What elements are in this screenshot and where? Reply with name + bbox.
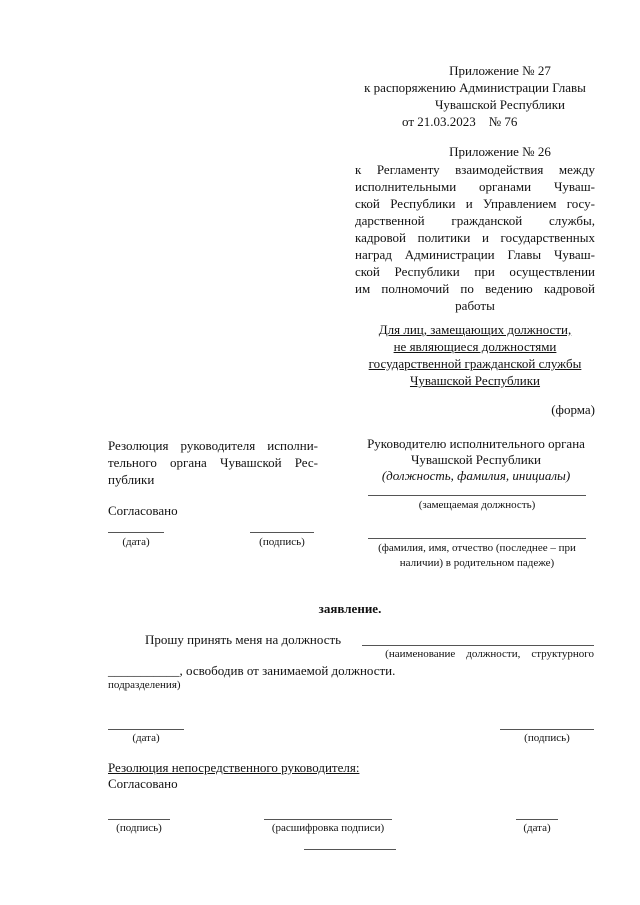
appendix-26-line: к Регламенту взаимодействия между [355, 162, 595, 177]
direct-signature-caption: (подпись) [116, 822, 162, 834]
statement-signature-line [500, 729, 594, 730]
appendix-26-line: наград Администрации Главы Чуваш- [355, 247, 595, 262]
appendix-26-line: кадровой политики и государственных [355, 230, 595, 245]
statement-caption-1: (наименование должности, структурного [385, 648, 594, 660]
addressee-title: Руководителю исполнительного органа [367, 436, 585, 451]
statement-signature-caption: (подпись) [524, 732, 570, 744]
bottom-rule [304, 849, 396, 850]
appendix-26-title: Приложение № 26 [449, 144, 551, 159]
statement-caption-2: подразделения) [108, 679, 181, 691]
agreed-label: Согласовано [108, 503, 178, 518]
resolution-head-line: публики [108, 472, 155, 487]
position-caption: (замещаемая должность) [418, 499, 536, 511]
appendix-26-line: дарственной гражданской службы, [355, 213, 595, 228]
statement-text-1: Прошу принять меня на должность [145, 632, 342, 647]
persons-note [350, 321, 600, 389]
date-line [108, 532, 164, 533]
appendix-26-line: им полномочий по ведению кадровой [355, 281, 595, 296]
name-line [368, 538, 586, 539]
statement-text-2: ___________, освободив от занимаемой должности. [108, 663, 396, 678]
direct-decoding-caption: (расшифровка подписи) [271, 822, 385, 834]
resolution-direct-agreed: Согласовано [108, 776, 178, 791]
appendix-26-line: ской Республики и Управлением госу- [355, 196, 595, 211]
name-caption-2: наличии) в родительном падеже) [399, 557, 555, 569]
signature-line [250, 532, 314, 533]
persons-note-line: Чувашской Республики [409, 373, 541, 388]
appendix-26-line: работы [455, 298, 495, 313]
appendix-27-order: к распоряжению Администрации Главы [364, 80, 586, 95]
resolution-direct-title: Резолюция непосредственного руководителя: [108, 760, 360, 775]
appendix-27-republic: Чувашской Республики [434, 97, 566, 112]
persons-note-line: государственной гражданской службы [368, 356, 582, 371]
resolution-head [108, 437, 318, 488]
name-caption-1: (фамилия, имя, отчество (последнее – при [378, 542, 576, 554]
resolution-head-line: Резолюция руководителя исполни- [108, 438, 318, 453]
form-label: (форма) [551, 402, 595, 417]
statement-title: заявление. [318, 601, 382, 616]
appendix-26-line: исполнительными органами Чуваш- [355, 179, 595, 194]
date-caption: (дата) [122, 536, 150, 548]
persons-note-line: Для лиц, замещающих должности, [378, 322, 572, 337]
position-name-line [362, 645, 594, 646]
addressee-hint: (должность, фамилия, инициалы) [381, 468, 571, 483]
addressee-republic: Чувашской Республики [410, 452, 542, 467]
statement-date-line [108, 729, 184, 730]
statement-date-caption: (дата) [132, 732, 160, 744]
resolution-head-line: тельного органа Чувашской Рес- [108, 455, 318, 470]
direct-date-caption: (дата) [523, 822, 551, 834]
direct-date-line [516, 819, 558, 820]
appendix-26-line: ской Республики при осуществлении [355, 264, 595, 279]
position-line [368, 495, 586, 496]
signature-caption: (подпись) [259, 536, 305, 548]
direct-signature-line [108, 819, 170, 820]
appendix-27-date: от 21.03.2023 № 76 [402, 114, 518, 129]
persons-note-line: не являющиеся должностями [393, 339, 557, 354]
appendix-26-text [355, 161, 595, 314]
direct-decoding-line [264, 819, 392, 820]
appendix-27-title: Приложение № 27 [449, 63, 551, 78]
